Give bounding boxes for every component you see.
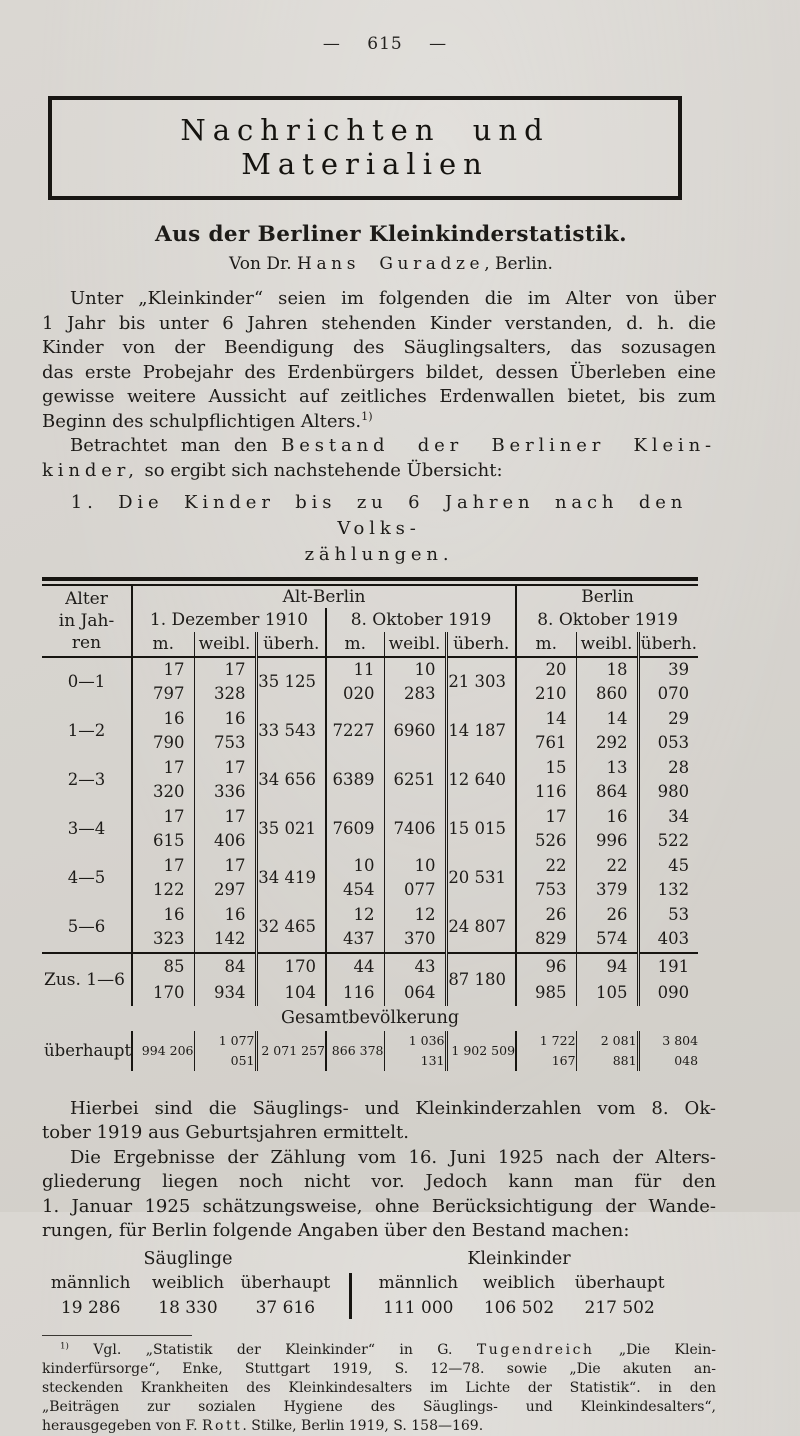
- total-cell: 94 105: [576, 953, 638, 1006]
- section-heading-line-2: zählungen.: [304, 544, 454, 565]
- column-label: überhaupt: [574, 1272, 665, 1293]
- column-label: weiblich: [151, 1272, 225, 1293]
- total-cell: 84 934: [194, 953, 256, 1006]
- kleinkinder-values: [368, 1295, 670, 1321]
- paragraph-3-line: tober 1919 aus Geburtsjahren ermittelt.: [42, 1122, 409, 1143]
- paragraph-1-line: [42, 410, 716, 435]
- value-cell: 20 531: [446, 854, 516, 903]
- footnote-text: herausgegeben von F.: [42, 1417, 202, 1434]
- saeuglinge-title: Säuglinge: [143, 1248, 233, 1269]
- footnote-line: [42, 1417, 716, 1436]
- saeuglinge-column: [42, 1247, 334, 1321]
- subheader-m: m.: [516, 632, 576, 657]
- total-cell: 191 090: [638, 953, 698, 1006]
- value-cell: 34 419: [256, 854, 326, 903]
- footnote-line: „Beiträgen zur sozialen Hygiene des Säuglings- und Kleinkindesalters“,: [42, 1398, 716, 1415]
- age-header-line: ren: [71, 632, 102, 653]
- value: 37 616: [255, 1297, 316, 1318]
- paragraph-4-line: Die Ergebnisse der Zählung vom 16. Juni 1925 nach der Alters-: [70, 1146, 716, 1168]
- group-header-berlin: Berlin: [516, 585, 698, 608]
- age-header-line: Alter: [65, 588, 108, 609]
- population-cell: 1 077 051: [194, 1031, 256, 1071]
- column-label: überhaupt: [240, 1272, 331, 1293]
- total-cell: 43 064: [384, 953, 446, 1006]
- value-cell: 12 437: [326, 903, 384, 953]
- author-name: Hans Guradze: [297, 254, 485, 274]
- value-cell: 7609: [326, 805, 384, 854]
- paragraph-4-line: gliederung liegen noch nicht vor. Jedoch kann man für den: [42, 1171, 716, 1192]
- value-cell: 12 640: [446, 756, 516, 805]
- kleinkinder-column: [368, 1247, 670, 1321]
- column-label: weiblich: [482, 1272, 556, 1293]
- paragraph-4: [42, 1146, 716, 1244]
- value-cell: 45 132: [638, 854, 698, 903]
- footnote-mark: 1): [60, 1340, 69, 1351]
- census-date-header: 8. Oktober 1919: [516, 608, 698, 632]
- value-cell: 28 980: [638, 756, 698, 805]
- value-cell: 16 790: [132, 707, 194, 756]
- value-cell: 10 077: [384, 854, 446, 903]
- age-cell: 5—6: [67, 916, 106, 936]
- total-cell: 85 170: [132, 953, 194, 1006]
- value-cell: 7406: [384, 805, 446, 854]
- total-cell: 170 104: [256, 953, 326, 1006]
- paragraph-1-line: gewisse weitere Aussicht auf zeitliches Erdenwallen bietet, bis zum: [42, 386, 716, 407]
- paragraph-1: [42, 287, 716, 434]
- footnote-text: Vgl. „Statistik der Kleinkinder“ in G.: [68, 1341, 477, 1358]
- age-cell: 4—5: [67, 867, 106, 887]
- value-cell: 17 406: [194, 805, 256, 854]
- subheader-weibl: weibl.: [576, 632, 638, 657]
- paragraph-3-line: Hierbei sind die Säuglings- und Kleinkinderzahlen vom 8. Ok-: [70, 1097, 716, 1119]
- value-cell: 17 526: [516, 805, 576, 854]
- value: 18 330: [158, 1297, 218, 1318]
- paragraph-2-text: Betrachtet man den: [70, 435, 282, 456]
- age-cell: 1—2: [67, 720, 106, 740]
- value-cell: 6960: [384, 707, 446, 756]
- subheader-weibl: weibl.: [194, 632, 256, 657]
- total-cell: 96 985: [516, 953, 576, 1006]
- value-cell: 53 403: [638, 903, 698, 953]
- paragraph-2-emphasis: Bestand der Berliner Klein-: [281, 435, 716, 456]
- value-cell: 17 122: [132, 854, 194, 903]
- article-title: Aus der Berliner Kleinkinderstatistik.: [155, 222, 627, 247]
- value-cell: 35 125: [256, 657, 326, 707]
- paragraph-1-line: das erste Probejahr des Erdenbürgers bildet, dessen Überleben eine: [42, 361, 716, 383]
- kleinkinder-labels: [368, 1271, 670, 1295]
- paragraph-1-line: Kinder von der Beendigung des Säuglingsalters, das sozusagen: [42, 337, 716, 358]
- age-cell: 2—3: [67, 769, 106, 789]
- population-cell: 3 804 048: [638, 1031, 698, 1071]
- paragraph-4-line: rungen, für Berlin folgende Angaben über den Bestand machen:: [42, 1220, 630, 1241]
- value-cell: 14 292: [576, 707, 638, 756]
- saeuglinge-values: [42, 1295, 334, 1321]
- population-cell: 1 722 167: [516, 1031, 576, 1071]
- table-row: [42, 756, 698, 805]
- census-date-header: 1. Dezember 1910: [132, 608, 326, 632]
- subheader-ueberh: überh.: [638, 632, 698, 657]
- paragraph-2: [42, 434, 716, 483]
- value-cell: 17 615: [132, 805, 194, 854]
- value-cell: 10 454: [326, 854, 384, 903]
- total-row: [42, 953, 698, 1006]
- paragraph-2-emphasis: kinder,: [42, 459, 139, 481]
- subheader-m: m.: [326, 632, 384, 657]
- value-cell: 26 574: [576, 903, 638, 953]
- section-banner: [48, 96, 682, 200]
- footnote-line: [42, 1341, 716, 1360]
- table-row: [42, 903, 698, 953]
- column-label: männlich: [378, 1272, 459, 1293]
- value-cell: 21 303: [446, 657, 516, 707]
- value-cell: 17 297: [194, 854, 256, 903]
- age-cell: 0—1: [67, 671, 106, 691]
- value-cell: 35 021: [256, 805, 326, 854]
- value-cell: 39 070: [638, 657, 698, 707]
- value-cell: 15 015: [446, 805, 516, 854]
- paragraph-2-text: so ergibt sich nachstehende Übersicht:: [138, 459, 503, 481]
- byline-prefix: Von Dr.: [229, 254, 298, 274]
- value-cell: 15 116: [516, 756, 576, 805]
- footnote-line: steckenden Krankheiten des Kleinkindesalters im Lichte der Statistik“. in den: [42, 1379, 716, 1396]
- subheader-weibl: weibl.: [384, 632, 446, 657]
- column-label: männlich: [50, 1272, 131, 1293]
- table-row: [42, 707, 698, 756]
- article-byline: [42, 254, 740, 274]
- value: 106 502: [483, 1297, 555, 1318]
- value-cell: 12 370: [384, 903, 446, 953]
- footnote-text: . Stilke, Berlin 1919, S. 158—169.: [242, 1417, 484, 1434]
- age-cell: 3—4: [67, 818, 106, 838]
- value-cell: 10 283: [384, 657, 446, 707]
- group-header-alt-berlin: Alt-Berlin: [132, 585, 516, 608]
- census-date-header: 8. Oktober 1919: [326, 608, 516, 632]
- value-cell: 13 864: [576, 756, 638, 805]
- paragraph-1-text: Beginn des schulpflichtigen Alters.: [42, 410, 362, 432]
- population-cell: 1 902 509: [446, 1031, 516, 1071]
- statistics-table-wrap: [42, 577, 698, 1071]
- page-number: — 615 —: [322, 34, 448, 54]
- estimates-block: [42, 1247, 682, 1321]
- age-column-header: [42, 585, 132, 657]
- footnote-text: „Die Klein-: [594, 1341, 716, 1358]
- value-cell: 17 336: [194, 756, 256, 805]
- value-cell: 14 761: [516, 707, 576, 756]
- section-banner-title: Nachrichten und Materialien: [180, 113, 550, 181]
- total-cell: 87 180: [446, 953, 516, 1006]
- value: 19 286: [60, 1297, 121, 1318]
- value-cell: 22 379: [576, 854, 638, 903]
- paragraph-3: [42, 1097, 716, 1146]
- saeuglinge-labels: [42, 1271, 334, 1295]
- value-cell: 26 829: [516, 903, 576, 953]
- value-cell: 32 465: [256, 903, 326, 953]
- value-cell: 24 807: [446, 903, 516, 953]
- value-cell: 6389: [326, 756, 384, 805]
- population-cell: 994 206: [132, 1031, 194, 1071]
- value-cell: 6251: [384, 756, 446, 805]
- value-cell: 17 328: [194, 657, 256, 707]
- subheader-ueberh: überh.: [446, 632, 516, 657]
- population-cell: 866 378: [326, 1031, 384, 1071]
- paragraph-1-line: 1 Jahr bis unter 6 Jahren stehenden Kinder verstanden, d. h. die: [42, 312, 716, 334]
- cited-author: Tugendreich: [476, 1341, 595, 1358]
- paragraph-2-line: [42, 459, 716, 484]
- value-cell: 34 656: [256, 756, 326, 805]
- table-row: [42, 657, 698, 707]
- divider-bar: [349, 1273, 352, 1319]
- cited-editor: Rott: [202, 1417, 243, 1434]
- value-cell: 20 210: [516, 657, 576, 707]
- population-title-row: [42, 1006, 698, 1031]
- kleinkinder-title: Kleinkinder: [467, 1248, 571, 1269]
- footnote-line: kinderfürsorge“, Enke, Stuttgart 1919, S. 12—78. sowie „Die akuten an-: [42, 1360, 716, 1377]
- value-cell: 17 320: [132, 756, 194, 805]
- byline-suffix: , Berlin.: [484, 254, 553, 274]
- population-cell: 2 071 257: [256, 1031, 326, 1071]
- value-cell: 16 753: [194, 707, 256, 756]
- value-cell: 16 323: [132, 903, 194, 953]
- population-row-label: überhaupt: [44, 1040, 132, 1060]
- population-title: Gesamtbevölkerung: [281, 1007, 460, 1028]
- value-cell: 7227: [326, 707, 384, 756]
- value: 111 000: [383, 1297, 454, 1318]
- table-row: [42, 854, 698, 903]
- value-cell: 33 543: [256, 707, 326, 756]
- footnote-rule: [42, 1335, 192, 1336]
- section-heading-line-1: 1. Die Kinder bis zu 6 Jahren nach den Volks-: [70, 492, 688, 539]
- value-cell: 18 860: [576, 657, 638, 707]
- subheader-m: m.: [132, 632, 194, 657]
- total-cell: 44 116: [326, 953, 384, 1006]
- value-cell: 34 522: [638, 805, 698, 854]
- statistics-table: [42, 584, 698, 1071]
- population-cell: 1 036 131: [384, 1031, 446, 1071]
- total-row-label: Zus. 1—6: [42, 953, 132, 1006]
- value-cell: 17 797: [132, 657, 194, 707]
- footnote: [42, 1341, 716, 1436]
- value-cell: 14 187: [446, 707, 516, 756]
- section-heading: [42, 490, 716, 568]
- footnote-reference: 1): [361, 409, 373, 423]
- population-row: [42, 1031, 698, 1071]
- population-cell: 2 081 881: [576, 1031, 638, 1071]
- paragraph-1-line: Unter „Kleinkinder“ seien im folgenden die im Alter von über: [70, 288, 716, 309]
- value-cell: 16 142: [194, 903, 256, 953]
- paragraph-2-line: [42, 434, 716, 459]
- value-cell: 22 753: [516, 854, 576, 903]
- value-cell: 29 053: [638, 707, 698, 756]
- value-cell: 16 996: [576, 805, 638, 854]
- paragraph-4-line: 1. Januar 1925 schätzungsweise, ohne Berücksichtigung der Wande-: [42, 1195, 716, 1217]
- age-header-line: in Jah-: [58, 610, 115, 631]
- value-cell: 11 020: [326, 657, 384, 707]
- table-row: [42, 805, 698, 854]
- value: 217 502: [584, 1297, 655, 1318]
- subheader-ueberh: überh.: [256, 632, 326, 657]
